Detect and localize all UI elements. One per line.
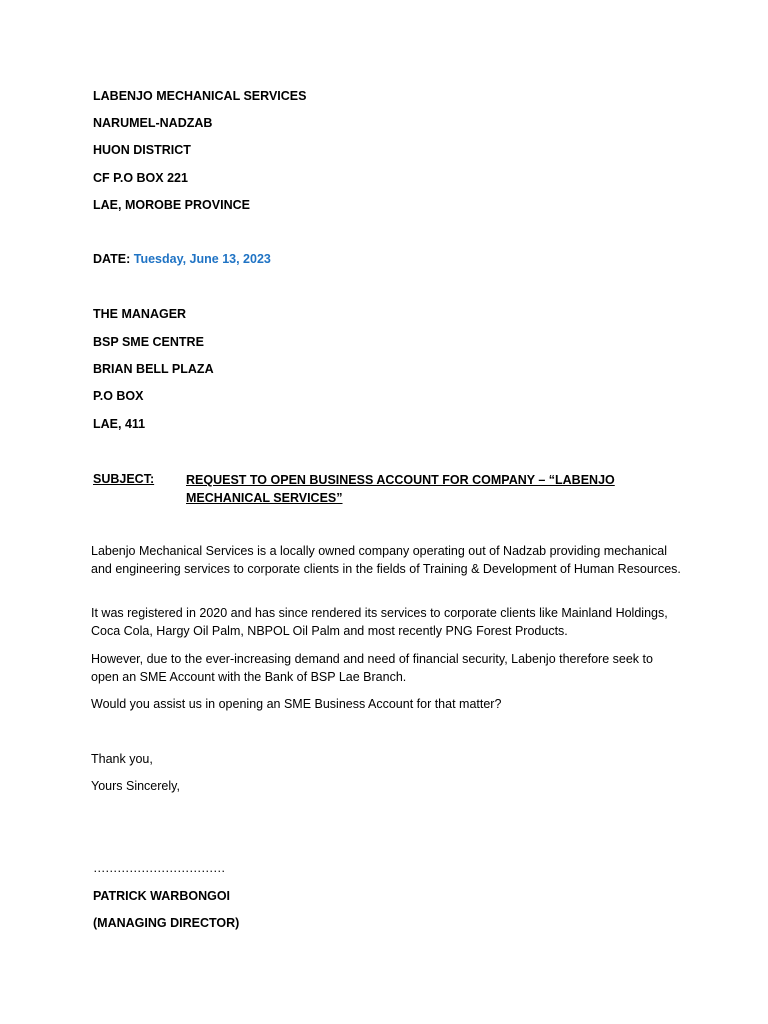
body-paragraph-2: It was registered in 2020 and has since rendered its services to corporate clients like Mainland Holdings, Coca Cola, Hargy Oil Palm, NBPOL Oil Palm and most recently PNG Forest Products. xyxy=(91,606,668,638)
signatory-name: PATRICK WARBONGOI xyxy=(93,889,231,903)
recipient-org: BSP SME CENTRE xyxy=(93,335,204,349)
sender-po-box: CF P.O BOX 221 xyxy=(93,171,188,185)
date-value: Tuesday, June 13, 2023 xyxy=(133,252,271,266)
recipient-building: BRIAN BELL PLAZA xyxy=(93,362,214,376)
sender-city: LAE, MOROBE PROVINCE xyxy=(93,198,250,212)
sender-location: NARUMEL-NADZAB xyxy=(93,116,213,130)
signatory-position: (MANAGING DIRECTOR) xyxy=(93,916,240,930)
sender-company: LABENJO MECHANICAL SERVICES xyxy=(93,89,307,103)
body-paragraph-3: However, due to the ever-increasing demand and need of financial security, Labenjo therefore seek to open an SME Account with the Bank of BSP Lae Branch. xyxy=(91,652,653,684)
sender-district: HUON DISTRICT xyxy=(93,143,191,157)
subject-text: REQUEST TO OPEN BUSINESS ACCOUNT FOR COMPANY – “LABENJO MECHANICAL SERVICES” xyxy=(186,473,615,505)
recipient-title: THE MANAGER xyxy=(93,307,187,321)
closing-thanks: Thank you, xyxy=(91,752,153,766)
signature-line: …………………………… xyxy=(93,861,225,875)
date-label: DATE: xyxy=(93,252,131,266)
recipient-city: LAE, 411 xyxy=(93,417,146,431)
closing-sign-off: Yours Sincerely, xyxy=(91,779,180,793)
recipient-po-box: P.O BOX xyxy=(93,389,144,403)
body-paragraph-1: Labenjo Mechanical Services is a locally owned company operating out of Nadzab providing mechanical and engineering services to corporate clients in the fields of Training & Development of Human Resources. xyxy=(91,544,681,576)
subject-label: SUBJECT: xyxy=(93,472,155,486)
date-line xyxy=(93,251,271,267)
body-paragraph-4: Would you assist us in opening an SME Business Account for that matter? xyxy=(91,697,502,711)
